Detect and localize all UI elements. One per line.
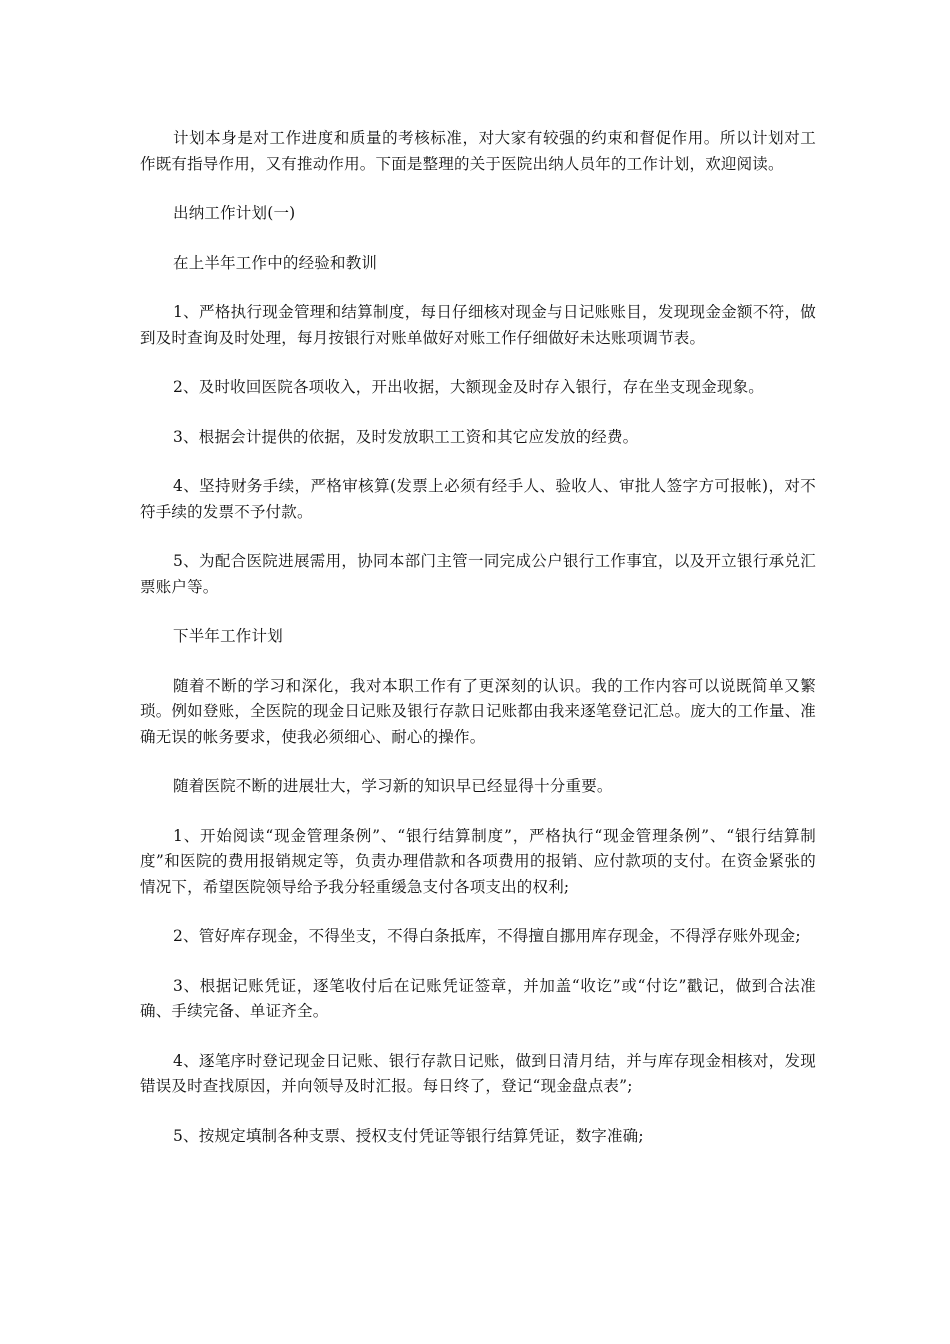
section-title-plan-one: 出纳工作计划(一)	[173, 204, 296, 222]
second-half-item-3: 3、根据记账凭证，逐笔收付后在记账凭证签章，并加盖“收讫”或“付讫”戳记，做到合法准确、手续完备、单证齐全。	[140, 976, 816, 1020]
first-half-item-1: 1、严格执行现金管理和结算制度，每日仔细核对现金与日记账账目，发现现金金额不符，做到及时查询及时处理，每月按银行对账单做好对账工作仔细做好未达账项调节表。	[140, 303, 816, 347]
first-half-item-2: 2、及时收回医院各项收入，开出收据，大额现金及时存入银行，存在坐支现金现象。	[173, 378, 764, 396]
intro-paragraph: 计划本身是对工作进度和质量的考核标准，对大家有较强的约束和督促作用。所以计划对工作既有指导作用，又有推动作用。下面是整理的关于医院出纳人员年的工作计划，欢迎阅读。	[140, 129, 816, 173]
second-half-item-2: 2、管好库存现金，不得坐支，不得白条抵库，不得擅自挪用库存现金，不得浮存账外现金;	[173, 927, 801, 945]
first-half-item-4: 4、坚持财务手续，严格审核算(发票上必须有经手人、验收人、审批人签字方可报帐)，对不符手续的发票不予付款。	[140, 477, 816, 521]
first-half-item-5: 5、为配合医院进展需用，协同本部门主管一同完成公户银行工作事宜，以及开立银行承兑汇票账户等。	[140, 552, 816, 596]
second-half-item-1: 1、开始阅读“现金管理条例”、“银行结算制度”，严格执行“现金管理条例”、“银行结算制度”和医院的费用报销规定等，负责办理借款和各项费用的报销、应付款项的支付。在资金紧张的情况下，希望医院领导给予我分轻重缓急支付各项支出的权利;	[140, 826, 816, 896]
document-body	[140, 126, 816, 1173]
second-half-item-4: 4、逐笔序时登记现金日记账、银行存款日记账，做到日清月结，并与库存现金相核对，发现错误及时查找原因，并向领导及时汇报。每日终了，登记“现金盘点表”;	[140, 1051, 816, 1095]
learning-paragraph: 随着医院不断的进展壮大，学习新的知识早已经显得十分重要。	[173, 777, 613, 795]
second-half-intro-paragraph: 随着不断的学习和深化，我对本职工作有了更深刻的认识。我的工作内容可以说既简单又繁琐。例如登账，全医院的现金日记账及银行存款日记账都由我来逐笔登记汇总。庞大的工作量、准确无误的帐务要求，使我必须细心、耐心的操作。	[140, 676, 816, 746]
subsection-title-first-half: 在上半年工作中的经验和教训	[173, 253, 378, 272]
second-half-item-5: 5、按规定填制各种支票、授权支付凭证等银行结算凭证，数字准确;	[173, 1126, 644, 1145]
first-half-item-3: 3、根据会计提供的依据，及时发放职工工资和其它应发放的经费。	[173, 427, 639, 446]
subsection-title-second-half: 下半年工作计划	[173, 627, 283, 645]
